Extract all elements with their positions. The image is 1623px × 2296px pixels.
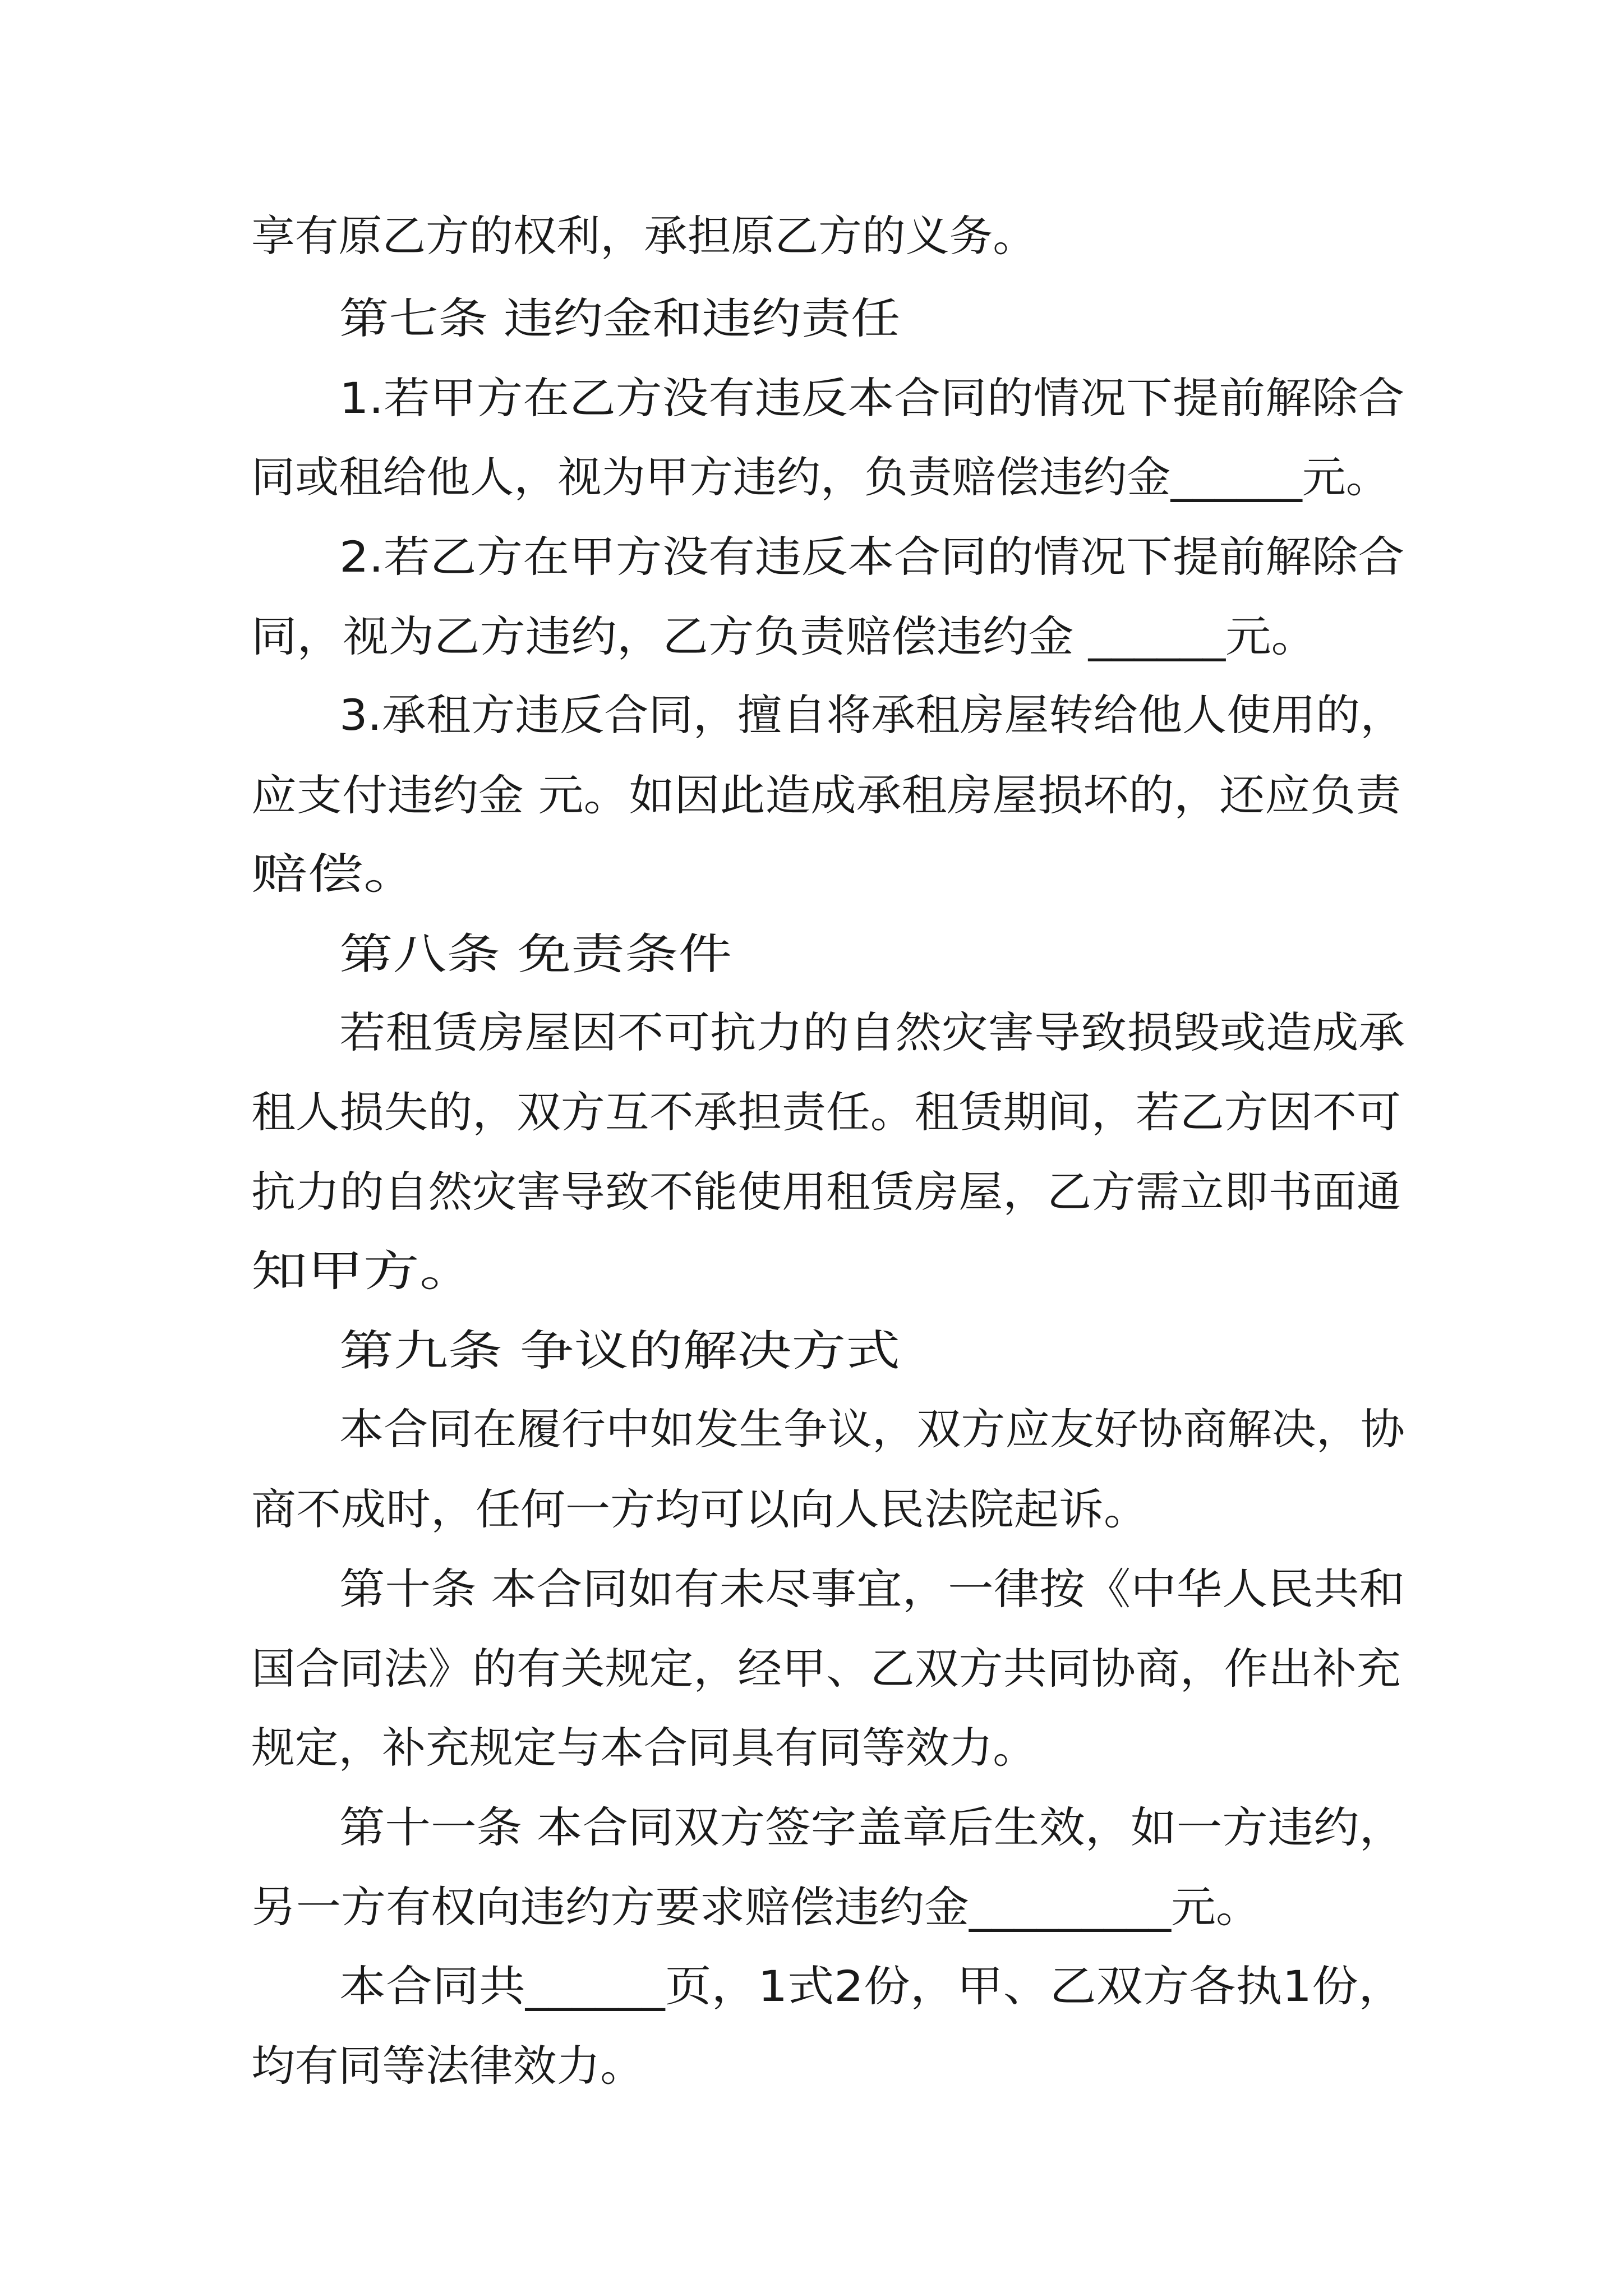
body-line: 赔偿。 [251,849,420,899]
body-line: 若租赁房屋因不可抗力的自然灾害导致损毁或造成承 [339,1007,1405,1057]
body-line: 本合同在履行中如发生争议，双方应友好协商解决，协 [339,1404,1405,1454]
body-line: 享有原乙方的权利，承担原乙方的义务。 [251,211,1037,261]
body-line: 规定，补充规定与本合同具有同等效力。 [251,1723,1037,1773]
body-line: 国合同法》的有关规定，经甲、乙双方共同协商，作出补充 [251,1644,1401,1694]
body-line: 应支付违约金 元。如因此造成承租房屋损坏的，还应负责 [251,770,1401,820]
body-line: 第十条 本合同如有未尽事宜，一律按《中华人民共和 [339,1564,1405,1614]
article-heading: 第八条 免责条件 [339,929,732,979]
body-line: 本合同共______页，1式2份，甲、乙双方各执1份， [339,1961,1405,2011]
body-line: 抗力的自然灾害导致不能使用租赁房屋，乙方需立即书面通 [251,1167,1401,1217]
body-line: 另一方有权向违约方要求赔偿违约金_________元。 [251,1882,1261,1932]
body-line: 商不成时，任何一方均可以向人民法院起诉。 [251,1484,1149,1534]
body-line: 第十一条 本合同双方签字盖章后生效，如一方违约， [339,1802,1405,1852]
body-line: 同或租给他人，视为甲方违约，负责赔偿违约金______元。 [251,452,1390,502]
body-line: 2.若乙方在甲方没有违反本合同的情况下提前解除合 [339,532,1405,582]
body-line: 同，视为乙方违约，乙方负责赔偿违约金 ______元。 [251,611,1317,661]
body-line: 1.若甲方在乙方没有违反本合同的情况下提前解除合 [339,373,1405,423]
article-heading: 第九条 争议的解决方式 [339,1326,901,1375]
body-line: 均有同等法律效力。 [251,2041,644,2091]
body-line: 租人损失的，双方互不承担责任。租赁期间，若乙方因不可 [251,1087,1401,1137]
body-line: 知甲方。 [251,1246,476,1296]
article-heading: 第七条 违约金和违约责任 [339,293,901,343]
body-line: 3.承租方违反合同，擅自将承租房屋转给他人使用的， [339,690,1405,740]
